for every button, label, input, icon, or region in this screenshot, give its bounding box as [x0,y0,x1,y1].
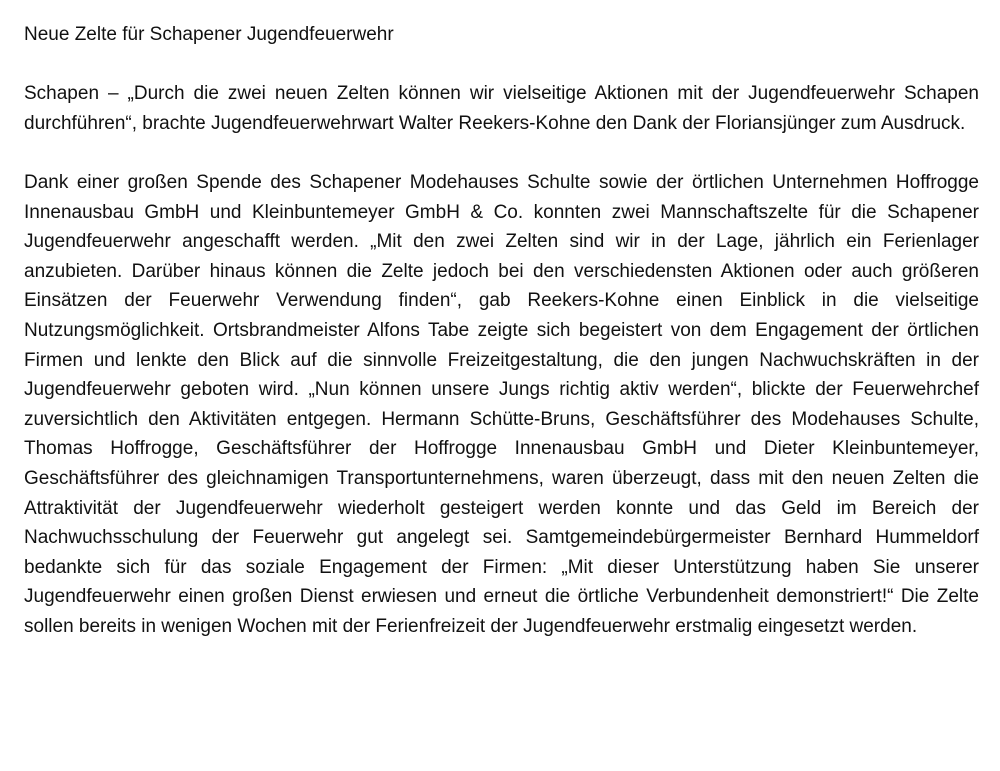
body-paragraph: Dank einer großen Spende des Schapener Modehauses Schulte sowie der örtlichen Unternehmen Hoffrogge Innenausbau GmbH und Kleinbuntemeyer GmbH & Co. konnten zwei Mannschaftszelte für die Schapener Jugendfeuerwehr angeschafft werden. „Mit den zwei Zelten sind wir in der Lage, jährlich ein Ferienlager anzubieten. Darüber hinaus können die Zelte jedoch bei den verschiedensten Aktionen oder auch größeren Einsätzen der Feuerwehr Verwendung finden“, gab Reekers-Kohne einen Einblick in die vielseitige Nutzungsmöglichkeit. Ortsbrandmeister Alfons Tabe zeigte sich begeistert von dem Engagement der örtlichen Firmen und lenkte den Blick auf die sinnvolle Freizeitgestaltung, die den jungen Nachwuchskräften in der Jugendfeuerwehr geboten wird. „Nun können unsere Jungs richtig aktiv werden“, blickte der Feuerwehrchef zuversichtlich den Aktivitäten entgegen. Hermann Schütte-Bruns, Geschäftsführer des Modehauses Schulte, Thomas Hoffrogge, Geschäftsführer der Hoffrogge Innenausbau GmbH und Dieter Kleinbuntemeyer, Geschäftsführer des gleichnamigen Transportunternehmens, waren überzeugt, dass mit den neuen Zelten die Attraktivität der Jugendfeuerwehr wiederholt gesteigert werden konnte und das Geld im Bereich der Nachwuchsschulung der Feuerwehr gut angelegt sei. Samtgemeindebürgermeister Bernhard Hummeldorf bedankte sich für das soziale Engagement der Firmen: „Mit dieser Unterstützung haben Sie unserer Jugendfeuerwehr einen großen Dienst erwiesen und erneut die örtliche Verbundenheit demonstriert!“ Die Zelte sollen bereits in wenigen Wochen mit der Ferienfreizeit der Jugendfeuerwehr erstmalig eingesetzt werden. [24,171,979,637]
document-body [24,20,979,641]
intro-paragraph: Schapen – „Durch die zwei neuen Zelten können wir vielseitige Aktionen mit der Jugendfeuerwehr Schapen durchführen“, brachte Jugendfeuerwehrwart Walter Reekers-Kohne den Dank der Floriansjünger zum Ausdruck. [24,83,979,134]
paragraph-spacer [24,50,979,80]
article-title: Neue Zelte für Schapener Jugendfeuerwehr [24,24,394,45]
paragraph-spacer [24,138,979,168]
